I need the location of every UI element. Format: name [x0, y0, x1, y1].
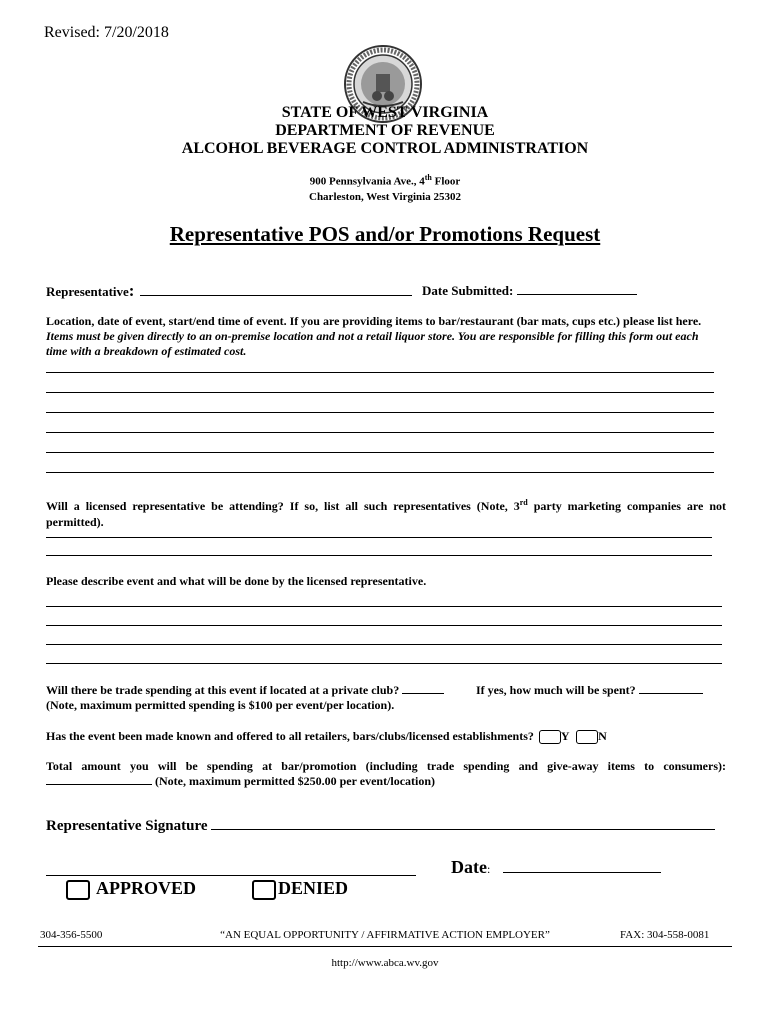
representative-input[interactable]	[140, 295, 412, 296]
section-event-description: Please describe event and what will be done by the licensed representative.	[46, 574, 427, 588]
approved-checkbox[interactable]	[66, 880, 90, 900]
approval-date-label: Date	[451, 857, 487, 877]
footer-phone: 304-356-5500	[40, 929, 103, 941]
date-submitted-field	[422, 283, 637, 299]
approved-option	[66, 878, 196, 900]
retailers-yes-label: Y	[560, 729, 570, 743]
retailers-no-label: N	[598, 729, 607, 743]
approval-date-input[interactable]	[503, 872, 661, 873]
footer-fax: FAX: 304-558-0081	[620, 929, 710, 941]
trade-spending-note: (Note, maximum permitted spending is $100 per event/per location).	[46, 698, 395, 712]
location-line-6[interactable]	[46, 472, 714, 473]
footer-divider	[38, 946, 732, 947]
trade-amount-input[interactable]	[639, 693, 703, 694]
form-title: Representative POS and/or Promotions Request	[169, 222, 601, 246]
retailers-question: Has the event been made known and offered to all retailers, bars/clubs/licensed establishments? Y N	[46, 729, 607, 743]
footer-motto: “AN EQUAL OPPORTUNITY / AFFIRMATIVE ACTION EMPLOYER”	[220, 929, 550, 941]
footer-url[interactable]: http://www.abca.wv.gov	[331, 957, 439, 969]
event-line-4[interactable]	[46, 663, 722, 664]
retailers-no-checkbox[interactable]	[576, 730, 598, 744]
signature-label: Representative Signature	[46, 818, 208, 834]
trade-amount-question: If yes, how much will be spent?	[476, 683, 703, 698]
denied-checkbox[interactable]	[252, 880, 276, 900]
header-address-1: 900 Pennsylvania Ave., 4th Floor	[309, 173, 461, 188]
event-line-2[interactable]	[46, 625, 722, 626]
section-location-instructions: Location, date of event, start/end time of event. If you are providing items to bar/restaurant (bar mats, cups etc.) please list here. Items must be given directly to an on-premise location and not a retail liquor store. You are responsible for filling this form out each time with a breakdown of estimated cost.	[46, 314, 702, 358]
trade-spending-input[interactable]	[402, 693, 444, 694]
event-line-1[interactable]	[46, 606, 722, 607]
section-representatives-question: Will a licensed representative be attending? If so, list all such representatives (Note, 3rd party marketing companies are not permitted).	[46, 498, 726, 529]
location-line-2[interactable]	[46, 392, 714, 393]
approver-signature-line[interactable]	[46, 875, 416, 876]
location-line-3[interactable]	[46, 412, 714, 413]
date-submitted-input[interactable]	[517, 294, 637, 295]
location-line-1[interactable]	[46, 372, 714, 373]
event-line-3[interactable]	[46, 644, 722, 645]
approval-date-field: Date:	[451, 857, 661, 878]
date-submitted-label: Date Submitted:	[422, 283, 514, 298]
location-line-5[interactable]	[46, 452, 714, 453]
header-department: DEPARTMENT OF REVENUE	[275, 122, 495, 139]
representative-label: Representative	[46, 284, 129, 299]
representatives-line-1[interactable]	[46, 537, 712, 538]
representatives-line-2[interactable]	[46, 555, 712, 556]
total-amount-input[interactable]	[46, 784, 152, 785]
trade-spending-question: Will there be trade spending at this event if located at a private club?	[46, 683, 444, 698]
revised-date: Revised: 7/20/2018	[44, 24, 169, 41]
total-amount-question: Total amount you will be spending at bar/promotion (including trade spending and give-away items to consumers):	[46, 759, 726, 773]
signature-field	[46, 818, 715, 835]
signature-input[interactable]	[211, 829, 715, 830]
denied-option	[252, 878, 348, 900]
approved-label: APPROVED	[96, 878, 196, 898]
location-line-4[interactable]	[46, 432, 714, 433]
retailers-yes-checkbox[interactable]	[539, 730, 561, 744]
total-amount-field: (Note, maximum permitted $250.00 per event/location)	[46, 774, 435, 789]
representative-field: Representative:	[46, 281, 412, 301]
header-address-2: Charleston, West Virginia 25302	[309, 190, 461, 203]
header-agency: ALCOHOL BEVERAGE CONTROL ADMINISTRATION	[181, 140, 589, 157]
header-state: STATE OF WEST VIRGINIA	[281, 104, 489, 121]
denied-label: DENIED	[278, 878, 349, 898]
